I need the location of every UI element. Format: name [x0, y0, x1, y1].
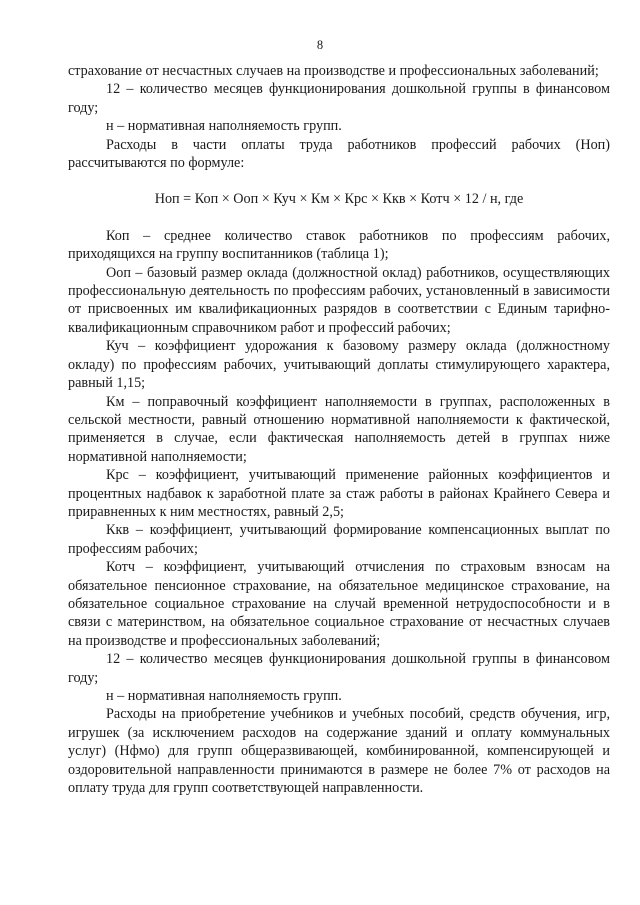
paragraph-km: Км – поправочный коэффициент наполняемости в группах, расположенных в сельской местности, равный отношению нормативной наполняемости к фактической, применяется в случае, если фактическая наполняемость детей в группах ниже нормативной наполняемости;: [68, 393, 610, 465]
paragraph-kotch: Котч – коэффициент, учитывающий отчисления по страховым взносам на обязательное пенсионное страхование, на обязательное медицинское страхование, на обязательное социальное страхование на случай временной нетрудоспособности и в связи с материнством, на обязательное социальное страхование от несчастных случаев на производстве и профессиональных заболеваний;: [68, 559, 610, 649]
formula-nop: Ноп = Коп × Ооп × Куч × Км × Крс × Ккв × Котч × 12 / н, где: [154, 191, 524, 208]
paragraph-nfmo: Расходы на приобретение учебников и учебных пособий, средств обучения, игр, игрушек (за исключением расходов на содержание зданий и оплату коммунальных услуг) (Нфмо) для групп общеразвивающей, комбинированной, компенсирующей и оздоровительной направленности принимаются в размере не более 7% от расходов на оплату труда для групп соответствующей направленности.: [68, 706, 610, 797]
page-number: 8: [316, 38, 324, 52]
document-body: [68, 62, 610, 797]
paragraph-oop: Ооп – базовый размер оклада (должностной оклад) работников, осуществляющих профессиональную деятельность по профессиям рабочих, установленный в зависимости от присвоенных им квалификационных разрядов в соответствии с Единым тарифно-квалификационным справочником работ и профессий рабочих;: [68, 264, 610, 336]
paragraph-months-2: 12 – количество месяцев функционирования дошкольной группы в финансовом году;: [68, 651, 610, 686]
paragraph-workers-intro: Расходы в части оплаты труда работников профессий рабочих (Ноп) рассчитываются по формуле:: [68, 136, 610, 172]
paragraph-kkv: Ккв – коэффициент, учитывающий формирование компенсационных выплат по профессиям рабочих;: [68, 522, 610, 557]
paragraph-kuch: Куч – коэффициент удорожания к базовому размеру оклада (должностному окладу) по профессиям рабочих, учитывающий доплаты стимулирующего характера, равный 1,15;: [68, 338, 610, 392]
paragraph-krs: Крс – коэффициент, учитывающий применение районных коэффициентов и процентных надбавок к заработной плате за стаж работы в районах Крайнего Севера и приравненных к ним местностях, равный 2,5;: [68, 467, 610, 520]
paragraph-norm-fill-2: н – нормативная наполняемость групп.: [106, 688, 342, 704]
paragraph-continuation: страхование от несчастных случаев на производстве и профессиональных заболеваний;: [68, 63, 599, 79]
paragraph-kop: Коп – среднее количество ставок работников по профессиям рабочих, приходящихся на группу воспитанников (таблица 1);: [68, 227, 610, 263]
paragraph-norm-fill-1: н – нормативная наполняемость групп.: [106, 118, 342, 135]
paragraph-months-1: 12 – количество месяцев функционирования дошкольной группы в финансовом году;: [68, 81, 610, 116]
